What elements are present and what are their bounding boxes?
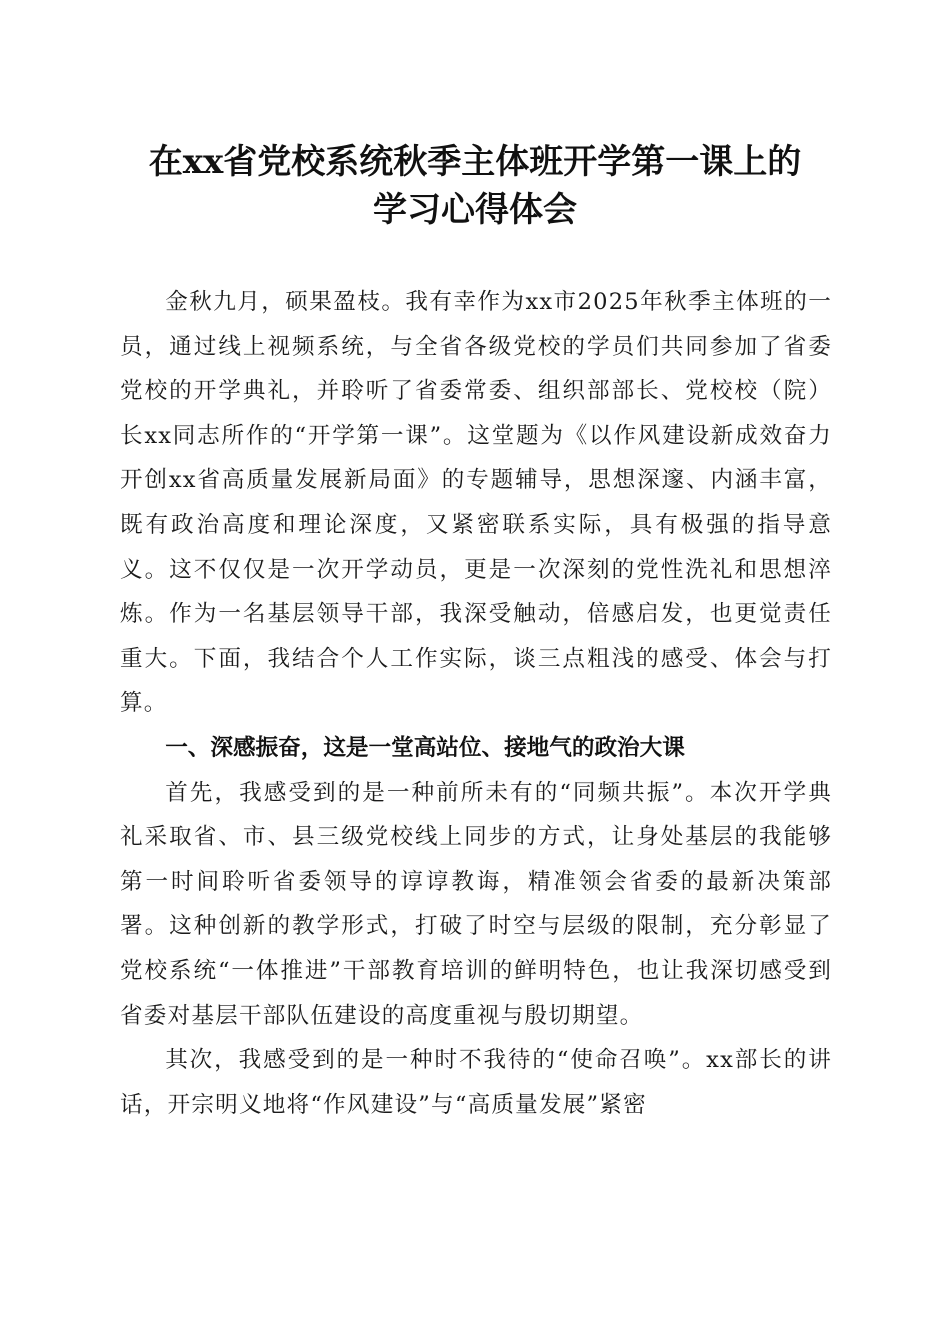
intro-paragraph: 金秋九月，硕果盈枝。我有幸作为xx市2025年秋季主体班的一员，通过线上视频系统，与全省各级党校的学员们共同参加了省委党校的开学典礼，并聆听了省委常委、组织部部长、党校校（院）长xx同志所作的“开学第一课”。这堂题为《以作风建设新成效奋力开创xx省高质量发展新局面》的专题辅导，思想深邃、内涵丰富，既有政治高度和理论深度，又紧密联系实际，具有极强的指导意义。这不仅仅是一次开学动员，更是一次深刻的党性洗礼和思想淬炼。作为一名基层领导干部，我深受触动，倍感启发，也更觉责任重大。下面，我结合个人工作实际，谈三点粗浅的感受、体会与打算。	[120, 289, 832, 717]
document-body	[120, 280, 832, 1127]
section-heading-1: 一、深感振奋，这是一堂高站位、接地气的政治大课	[165, 734, 685, 761]
title-line-1: 在xx省党校系统秋季主体班开学第一课上的	[148, 142, 802, 182]
document-title	[100, 138, 850, 234]
section1-paragraph-1: 首先，我感受到的是一种前所未有的“同频共振”。本次开学典礼采取省、市、县三级党校线上同步的方式，让身处基层的我能够第一时间聆听省委领导的谆谆教诲，精准领会省委的最新决策部署。这种创新的教学形式，打破了时空与层级的限制，充分彰显了党校系统“一体推进”干部教育培训的鲜明特色，也让我深切感受到省委对基层干部队伍建设的高度重视与殷切期望。	[120, 779, 832, 1029]
section1-paragraph-2: 其次，我感受到的是一种时不我待的“使命召唤”。xx部长的讲话，开宗明义地将“作风建设”与“高质量发展”紧密	[120, 1047, 832, 1118]
title-line-2: 学习心得体会	[373, 190, 577, 230]
